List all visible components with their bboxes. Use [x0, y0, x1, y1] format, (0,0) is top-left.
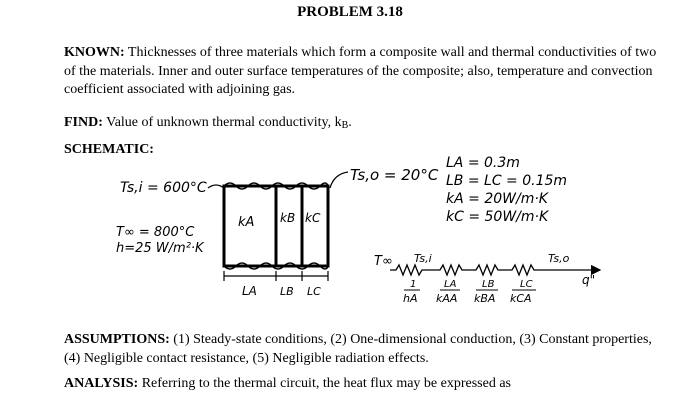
- assumptions-paragraph: [64, 331, 664, 368]
- given-la: LA = 0.3m: [446, 155, 520, 171]
- given-ka: kA = 20W/m·K: [446, 191, 548, 207]
- resistance-2-num: LA: [444, 279, 457, 290]
- problem-title: PROBLEM 3.18: [297, 4, 403, 20]
- outer-surface-temp: Ts,o = 20°C: [350, 166, 439, 184]
- circuit-node-t-si: Ts,i: [414, 252, 432, 265]
- known-label: KNOWN:: [64, 45, 125, 60]
- inner-temp-leader: [208, 185, 224, 188]
- circuit-node-t-so: Ts,o: [548, 252, 570, 265]
- layer-label-a: kA: [238, 215, 255, 230]
- resistance-3-den: kBA: [474, 292, 496, 305]
- analysis-paragraph: [64, 375, 664, 394]
- resistance-4-den: kCA: [510, 292, 532, 305]
- thickness-label-a: LA: [242, 284, 257, 298]
- thickness-label-b: LB: [280, 285, 294, 298]
- given-lb-lc: LB = LC = 0.15m: [446, 173, 568, 189]
- circuit-node-t-inf: T∞: [374, 254, 393, 269]
- resistance-2-den: kAA: [436, 292, 458, 305]
- resistance-3-num: LB: [482, 279, 495, 290]
- find-subscript: B: [341, 120, 349, 131]
- resistance-4-num: LC: [520, 279, 533, 290]
- analysis-label: ANALYSIS:: [64, 376, 139, 391]
- assumptions-label: ASSUMPTIONS:: [64, 332, 170, 347]
- thickness-label-c: LC: [307, 285, 321, 298]
- outer-temp-leader: [330, 172, 348, 188]
- find-label: FIND:: [64, 115, 103, 130]
- find-text: Value of unknown thermal conductivity, k: [106, 115, 342, 130]
- resistance-1-den: hA: [403, 292, 418, 305]
- find-paragraph: FIND: Value of unknown thermal conductivity, kB.: [64, 115, 352, 131]
- resistance-1-num: 1: [410, 279, 417, 290]
- layer-label-b: kB: [280, 211, 296, 225]
- schematic-label: SCHEMATIC:: [64, 142, 154, 157]
- thermal-circuit: [374, 252, 600, 305]
- analysis-text: Referring to the thermal circuit, the heat flux may be expressed as: [141, 376, 511, 391]
- thickness-dimension: [224, 271, 328, 281]
- convection-coefficient: h=25 W/m²·K: [116, 241, 204, 256]
- inner-surface-temp: Ts,i = 600°C: [120, 180, 207, 196]
- layer-label-c: kC: [305, 211, 321, 225]
- heat-flux-label: q": [582, 273, 596, 287]
- known-text: Thicknesses of three materials which form a composite wall and thermal conductivities of two of the materials. Inner and outer surface temperatures of the composite; also, temperature and convection coefficient associated with adjoining gas.: [64, 45, 657, 97]
- gas-temperature: T∞ = 800°C: [116, 225, 195, 240]
- assumptions-text: (1) Steady-state conditions, (2) One-dimensional conduction, (3) Constant properties, (4) Negligible contact resistance, (5) Negligible radiation effects.: [64, 332, 652, 366]
- given-kc: kC = 50W/m·K: [446, 209, 549, 225]
- circuit-resistors: [390, 265, 560, 275]
